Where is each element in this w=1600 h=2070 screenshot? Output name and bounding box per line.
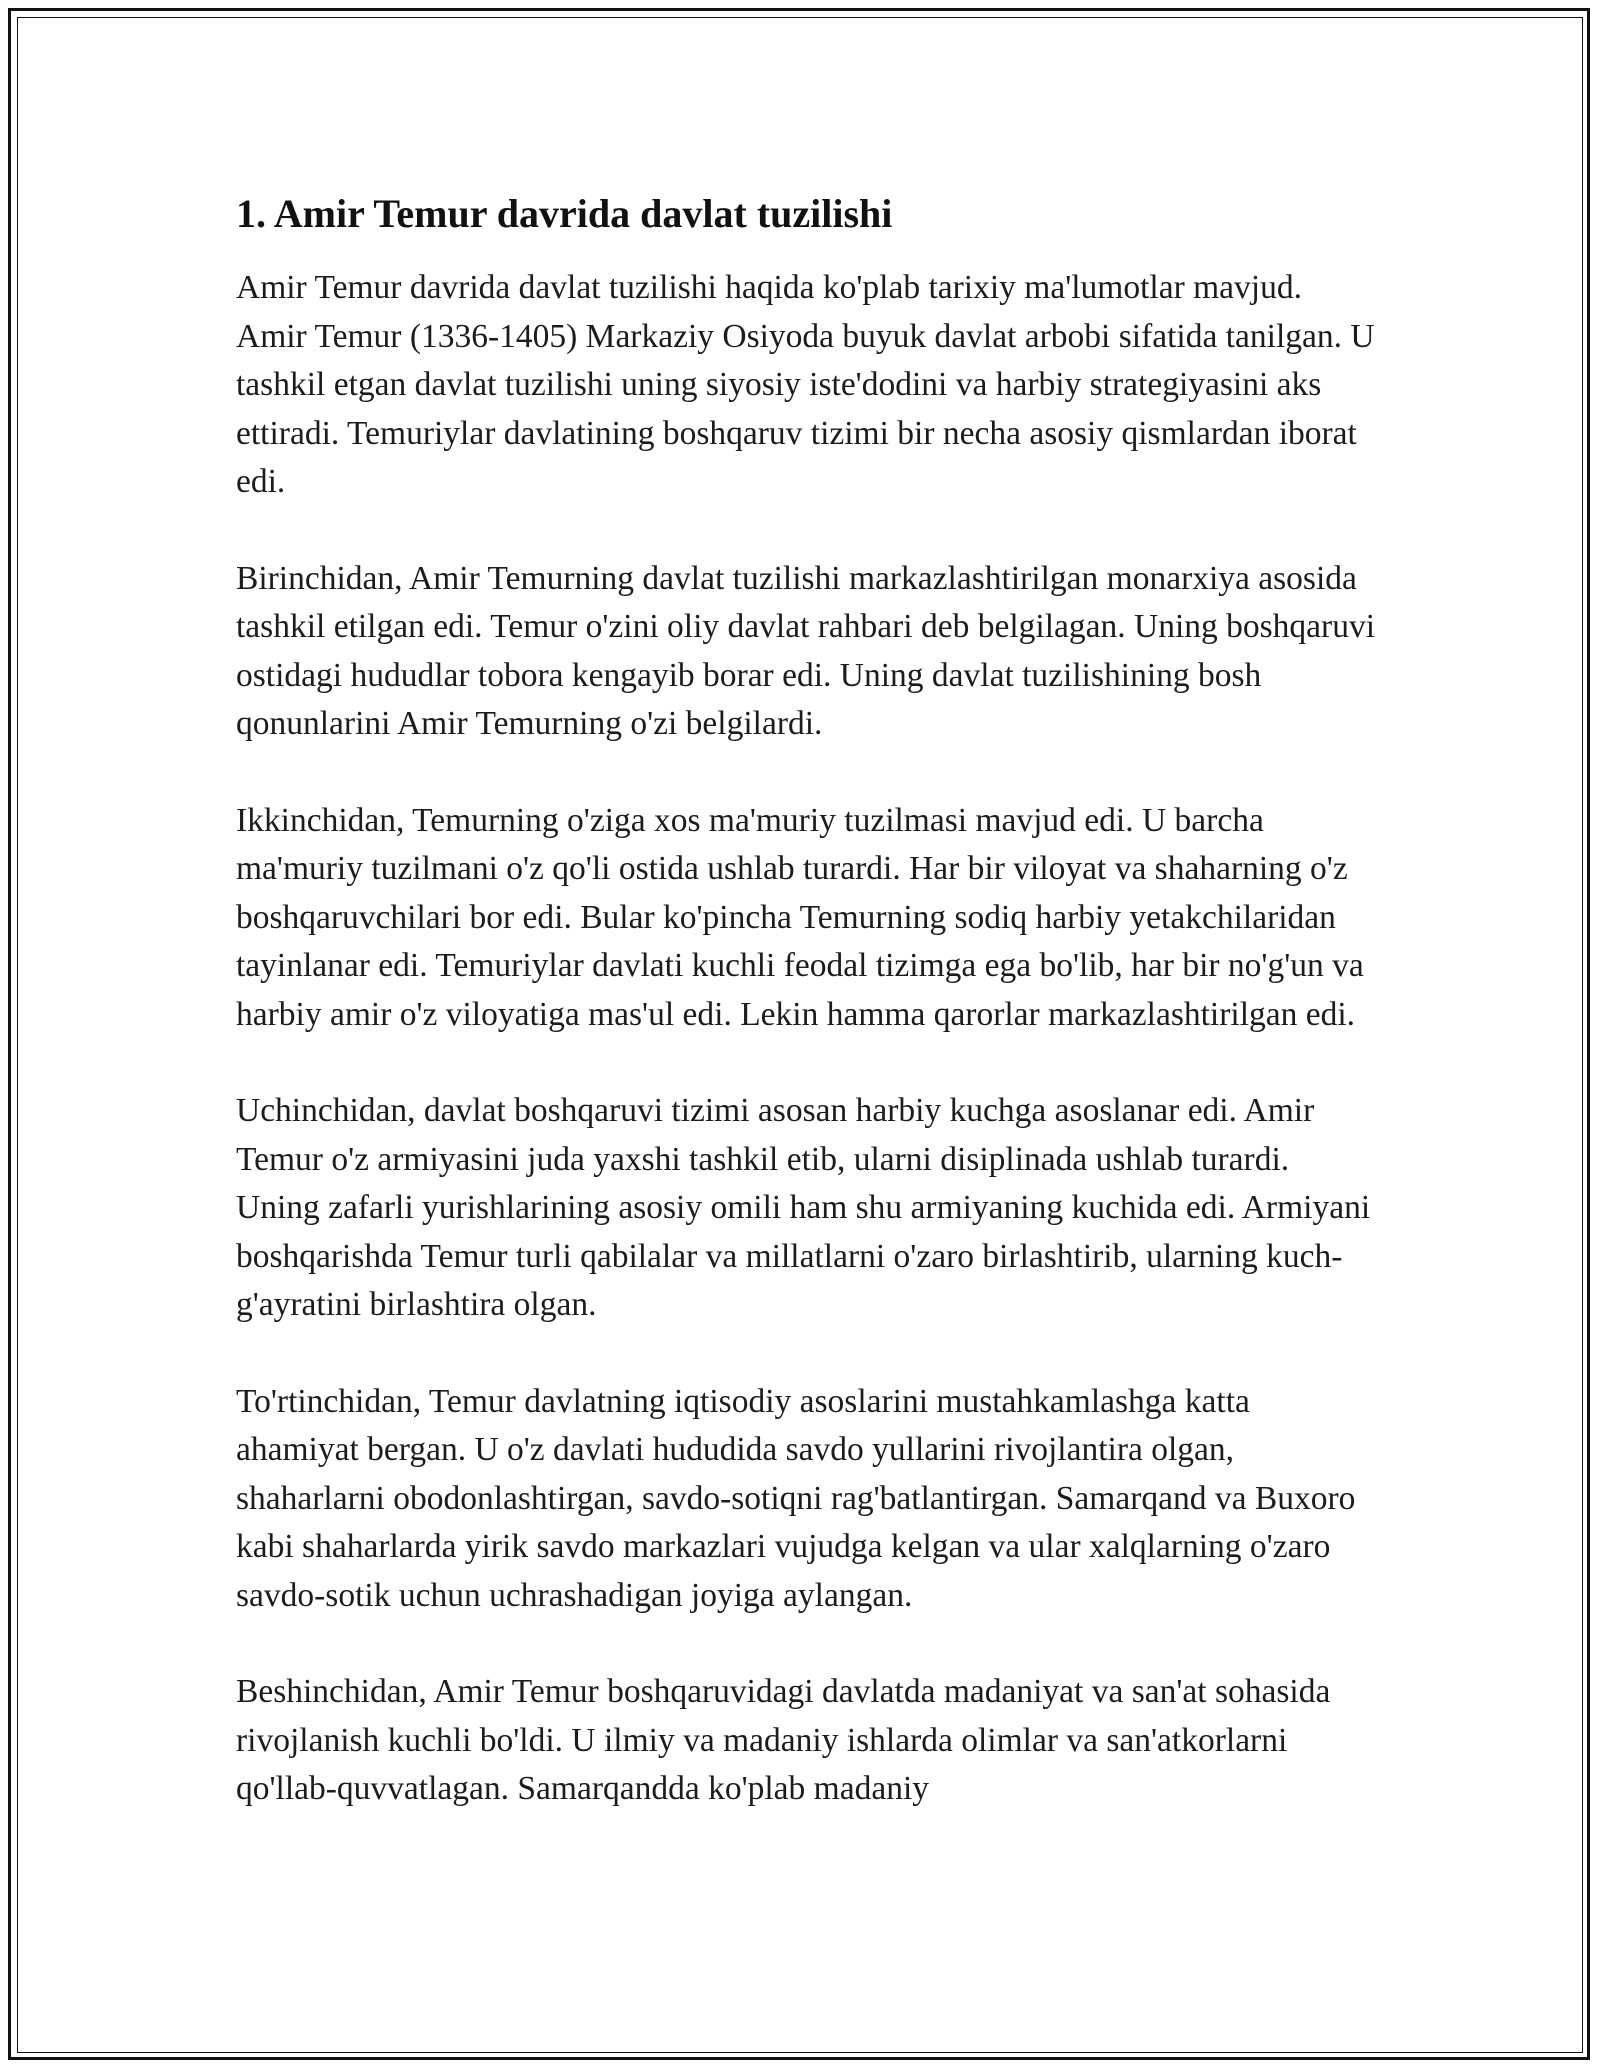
paragraph-intro: Amir Temur davrida davlat tuzilishi haqida ko'plab tarixiy ma'lumotlar mavjud. Amir Temur (1336-1405) Markaziy Osiyoda buyuk davlat arbobi sifatida tanilgan. U tashkil etgan davlat tuzilishi uning siyosiy iste'dodini va harbiy strategiyasini aks ettiradi. Temuriylar davlatining boshqaruv tizimi bir necha asosiy qismlardan iborat edi. [236, 269, 1375, 500]
paragraph-second: Ikkinchidan, Temurning o'ziga xos ma'muriy tuzilmasi mavjud edi. U barcha ma'muriy tuzilmani o'z qo'li ostida ushlab turardi. Har bir viloyat va shaharning o'z boshqaruvchilari bor edi. Bular ko'pincha Temurning sodiq harbiy yetakchilaridan tayinlanar edi. Temuriylar davlati kuchli feodal tizimga ega bo'lib, har bir no'g'un va harbiy amir o'z viloyatiga mas'ul edi. Lekin hamma qarorlar markazlashtirilgan edi. [236, 801, 1364, 1033]
paragraph-third: Uchinchidan, davlat boshqaruvi tizimi asosan harbiy kuchga asoslanar edi. Amir Temur o'z armiyasini juda yaxshi tashkil etib, ularni disiplinada ushlab turardi. Uning zafarli yurishlarining asosiy omili ham shu armiyaning kuchida edi. Armiyani boshqarishda Temur turli qabilalar va millatlarni o'zaro birlashtirib, ularning kuch-g'ayratini birlashtira olgan. [236, 1092, 1371, 1323]
document-body [236, 186, 1376, 1862]
paragraph-first: Birinchidan, Amir Temurning davlat tuzilishi markazlashtirilgan monarxiya asosida tashkil etilgan edi. Temur o'zini oliy davlat rahbari deb belgilagan. Uning boshqaruvi ostidagi hududlar tobora kengayib borar edi. Uning davlat tuzilishining bosh qonunlarini Amir Temurning o'zi belgilardi. [236, 559, 1375, 742]
paragraph-fifth: Beshinchidan, Amir Temur boshqaruvidagi davlatda madaniyat va san'at sohasida rivojlanish kuchli bo'ldi. U ilmiy va madaniy ishlarda olimlar va san'atkorlarni qo'llab-quvvatlagan. Samarqandda ko'plab madaniy [236, 1673, 1331, 1807]
paragraph-fourth: To'rtinchidan, Temur davlatning iqtisodiy asoslarini mustahkamlashga katta ahamiyat bergan. U o'z davlati hududida savdo yullarini rivojlantira olgan, shaharlarni obodonlashtirgan, savdo-sotiqni rag'batlantirgan. Samarqand va Buxoro kabi shaharlarda yirik savdo markazlari vujudga kelgan va ular xalqlarning o'zaro savdo-sotik uchun uchrashadigan joyiga aylangan. [236, 1382, 1356, 1614]
section-heading: 1. Amir Temur davrida davlat tuzilishi [236, 191, 893, 236]
